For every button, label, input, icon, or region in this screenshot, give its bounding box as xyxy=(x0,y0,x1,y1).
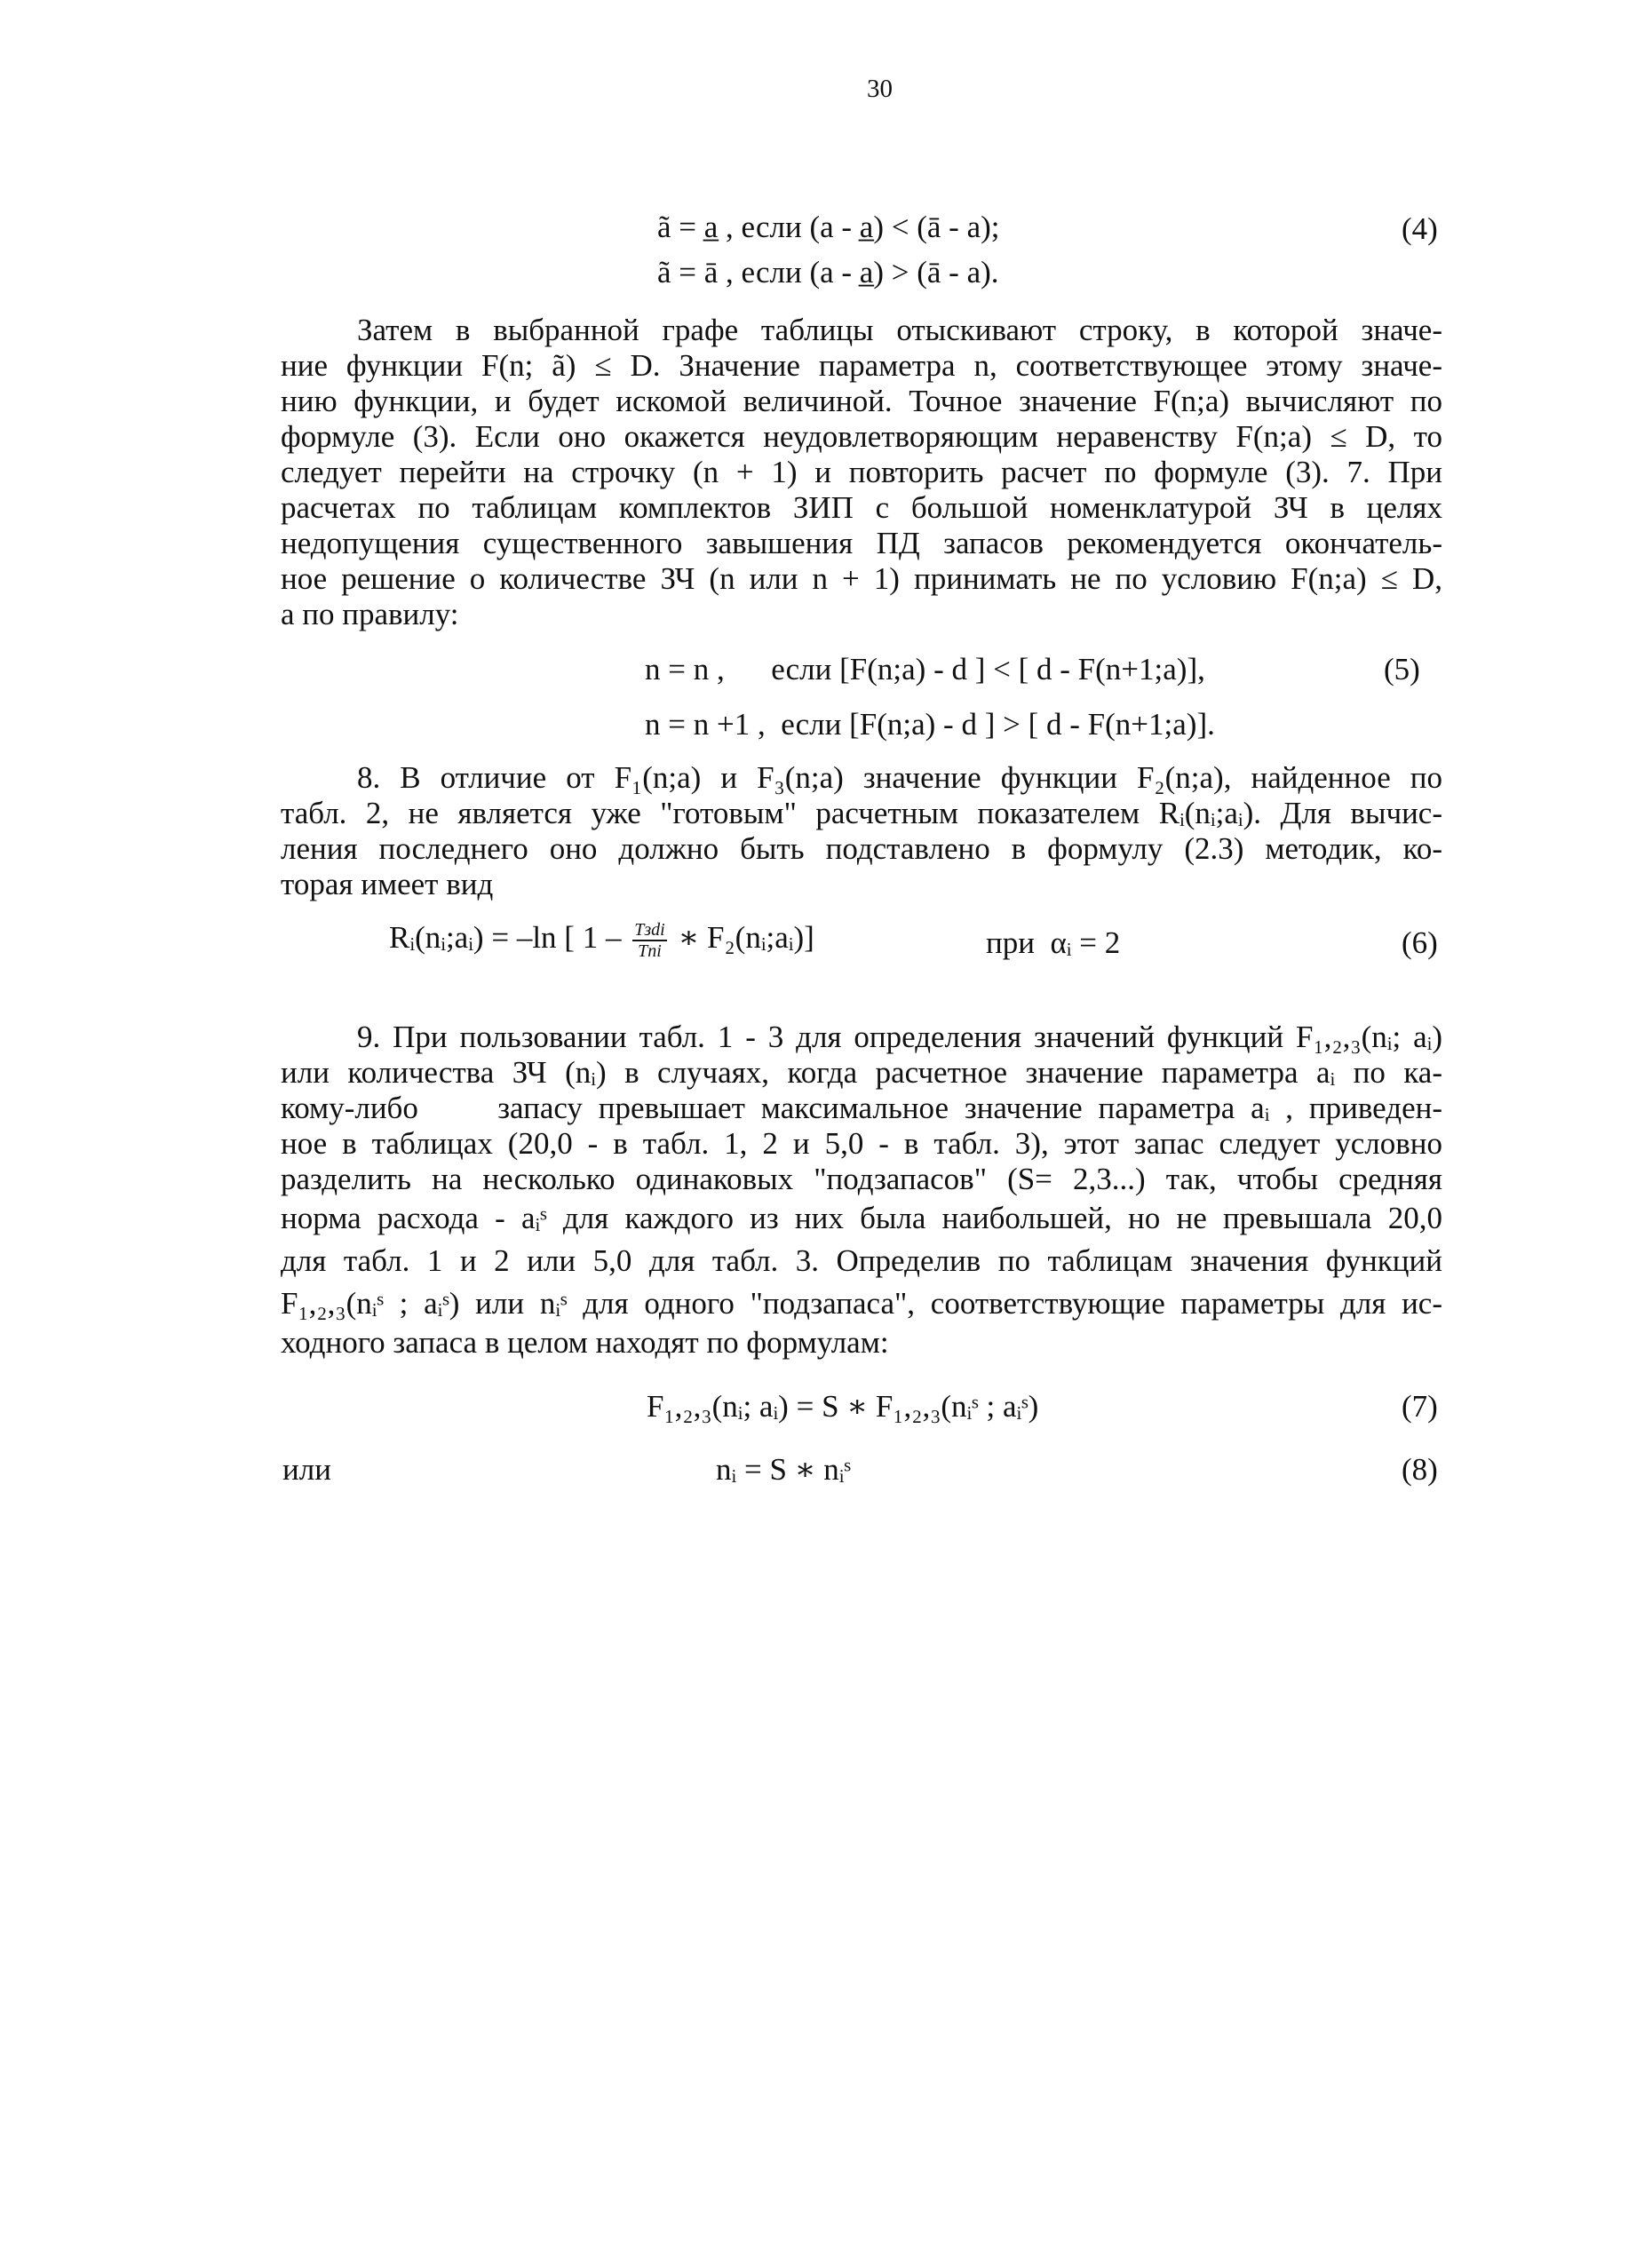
text-line: расчетах по таблицам комплектов ЗИП с большой номенклатурой ЗЧ в целях xyxy=(281,490,1442,525)
formula-5-number: (5) xyxy=(1384,652,1420,686)
text-line: 9. При пользовании табл. 1 - 3 для определения значений функций F₁,₂,₃(nᵢ; aᵢ) xyxy=(357,1020,1442,1054)
text-line: ходного запаса в целом находят по формулам: xyxy=(281,1325,889,1360)
text-line: недопущения существенного завышения ПД запасов рекомендуется окончатель- xyxy=(281,526,1442,560)
formula-8-number: (8) xyxy=(1402,1452,1438,1487)
formula-6-fraction xyxy=(632,920,666,961)
fraction-denominator: Tni xyxy=(638,941,662,961)
formula-6-left: Rᵢ(nᵢ;aᵢ) = –ln [ 1 – xyxy=(389,920,622,956)
formula-4-line-1: ã = a̲ , если (a - a̲) < (ā - a); xyxy=(657,210,1000,244)
formula-4-line-2: ã = ā , если (a - a̲) > (ā - a). xyxy=(657,255,999,290)
formula-6-right: ∗ F₂(nᵢ;aᵢ)] xyxy=(678,920,814,956)
formula-5-line-2: n = n +1 , если [F(n;a) - d ] > [ d - F(n+1;a)]. xyxy=(645,707,1215,742)
text-line: ное решение о количестве ЗЧ (n или n + 1) принимать не по условию F(n;a) ≤ D, xyxy=(281,561,1442,596)
formula-6 xyxy=(389,920,814,961)
text-line: а по правилу: xyxy=(281,597,459,631)
text-line: ное в таблицах (20,0 - в табл. 1, 2 и 5,0 - в табл. 3), этот запас следует условно xyxy=(281,1126,1442,1161)
text-line: торая имеет вид xyxy=(281,867,494,901)
formula-6-condition: при αᵢ = 2 xyxy=(986,925,1121,960)
text-line: табл. 2, не является уже "готовым" расчетным показателем Rᵢ(nᵢ;aᵢ). Для вычис- xyxy=(281,796,1442,830)
text-line: или количества ЗЧ (nᵢ) в случаях, когда расчетное значение параметра aᵢ по ка- xyxy=(281,1055,1442,1090)
text-line: разделить на несколько одинаковых "подзапасов" (S= 2,3...) так, чтобы средняя xyxy=(281,1162,1442,1196)
formula-7-number: (7) xyxy=(1402,1389,1438,1424)
text-line: ние функции F(n; ã) ≤ D. Значение параметра n, соответствующее этому значе- xyxy=(281,348,1442,383)
formula-7: F₁,₂,₃(nᵢ; aᵢ) = S ∗ F₁,₂,₃(nᵢˢ ; aᵢˢ) xyxy=(647,1389,1039,1424)
text-line: норма расхода - aᵢˢ для каждого из них была наибольшей, но не превышала 20,0 xyxy=(281,1201,1442,1235)
text-line: 8. В отличие от F₁(n;a) и F₃(n;a) значение функции F₂(n;a), найденное по xyxy=(357,760,1442,795)
paragraph-8 xyxy=(281,760,1442,902)
text-line: F₁,₂,₃(nᵢˢ ; aᵢˢ) или nᵢˢ для одного "подзапаса", соответствующие параметры для ис- xyxy=(281,1286,1442,1321)
text-line: нию функции, и будет искомой величиной. Точное значение F(n;a) вычисляют по xyxy=(281,384,1442,418)
text-line: Затем в выбранной графе таблицы отыскивают строку, в которой значе- xyxy=(357,313,1442,347)
fraction-numerator: Tзdi xyxy=(634,920,665,940)
page-number: 30 xyxy=(867,75,893,103)
text-line: формуле (3). Если оно окажется неудовлетворяющим неравенству F(n;a) ≤ D, то xyxy=(281,419,1442,454)
formula-5-line-1: n = n , если [F(n;a) - d ] < [ d - F(n+1;a)], xyxy=(645,652,1205,686)
paragraph-selection-rule xyxy=(281,313,1442,632)
text-line: следует перейти на строчку (n + 1) и повторить расчет по формуле (3). 7. При xyxy=(281,455,1442,489)
formula-8: nᵢ = S ∗ nᵢˢ xyxy=(716,1452,851,1487)
text-line: для табл. 1 и 2 или 5,0 для табл. 3. Определив по таблицам значения функций xyxy=(281,1243,1442,1278)
text-line: ления последнего оно должно быть подставлено в формулу (2.3) методик, ко- xyxy=(281,831,1442,866)
formula-6-number: (6) xyxy=(1402,925,1438,960)
text-line: кому-либо запасу превышает максимальное значение параметра aᵢ , приведен- xyxy=(281,1091,1442,1125)
formula-4-number: (4) xyxy=(1402,211,1438,246)
paragraph-9 xyxy=(281,1020,1442,1361)
formula-8-prefix: или xyxy=(282,1452,331,1487)
